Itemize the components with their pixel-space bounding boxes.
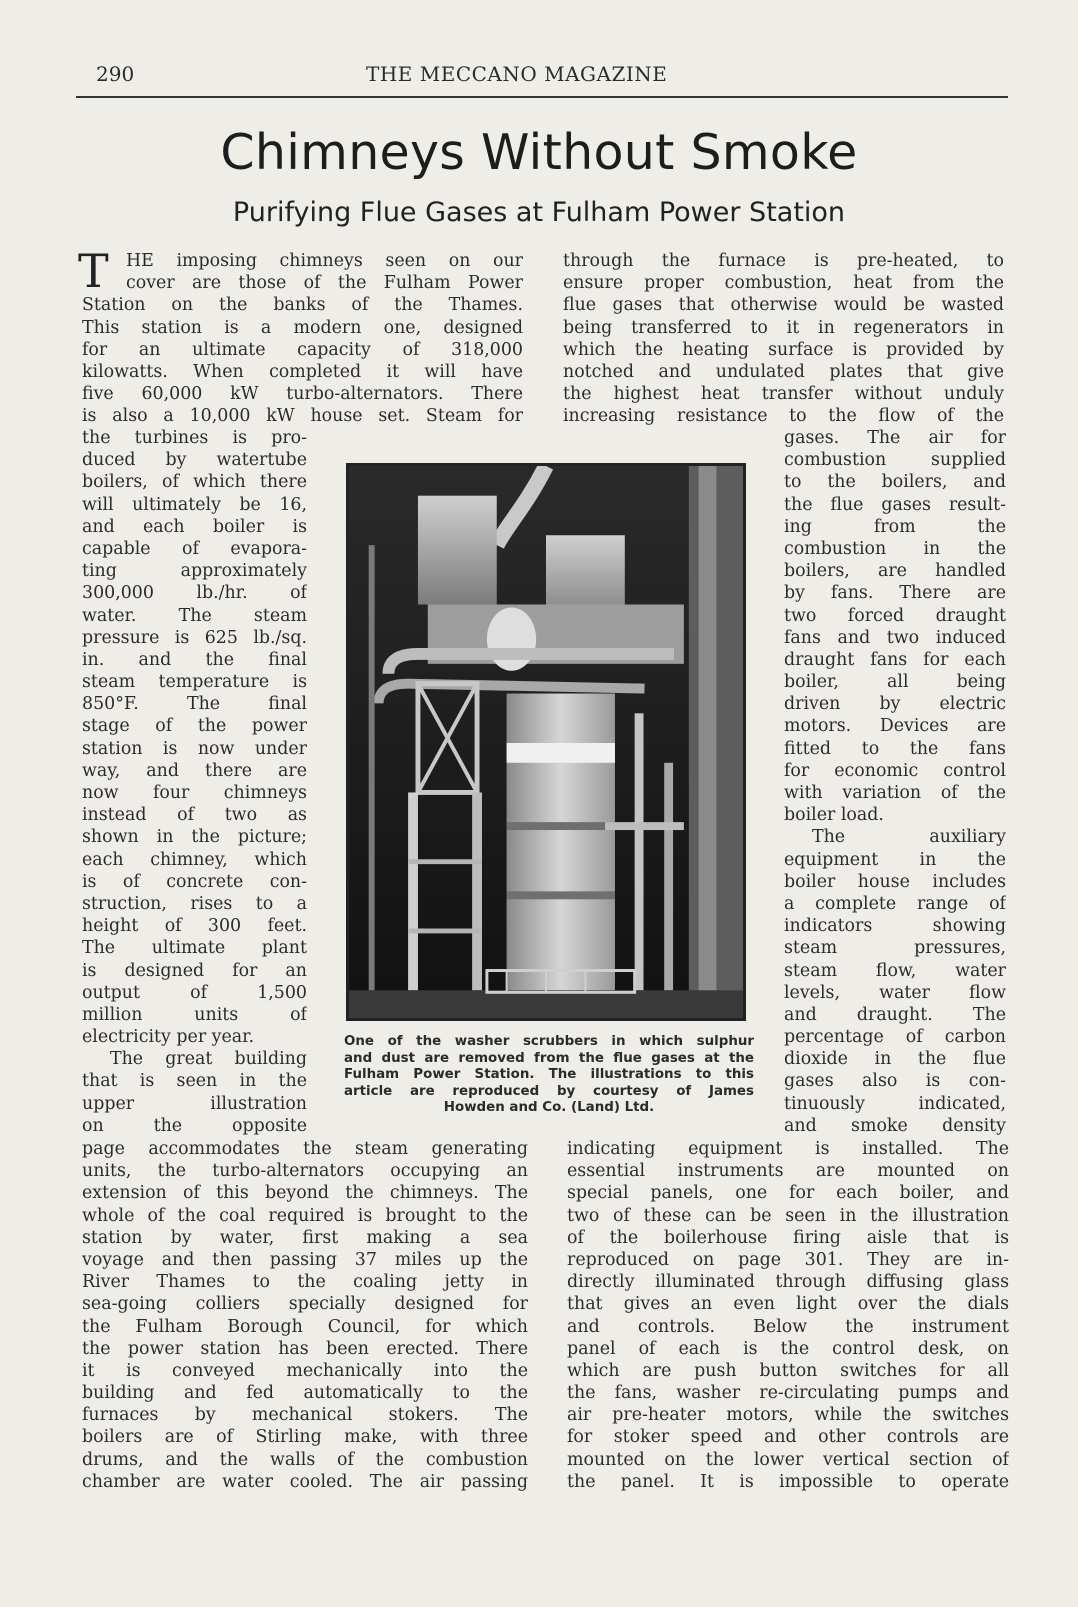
photo-caption — [344, 1034, 754, 1117]
text-line: upper illustration — [82, 1093, 307, 1114]
text-line: chamber are water cooled. The air passing — [82, 1471, 528, 1492]
text-line: million units of — [82, 1004, 307, 1025]
text-line: being transferred to it in regenerators in — [563, 317, 1004, 338]
text-line: shown in the picture; — [82, 827, 307, 848]
text-line: two of these can be seen in the illustration — [567, 1205, 1009, 1226]
text-line: extension of this beyond the chimneys. The — [82, 1183, 528, 1204]
magazine-title: THE MECCANO MAGAZINE — [366, 62, 668, 86]
text-line: driven by electric — [784, 694, 1006, 715]
page-number: 290 — [96, 62, 135, 86]
text-line: furnaces by mechanical stokers. The — [82, 1405, 528, 1426]
text-line: now four chimneys — [82, 783, 307, 803]
text-line: the Fulham Borough Council, for which — [82, 1316, 528, 1337]
text-line: boiler, all being — [784, 672, 1006, 693]
text-line: Station on the banks of the Thames. — [82, 295, 523, 316]
text-line: will ultimately be 16, — [82, 494, 307, 515]
column-left-top — [82, 250, 523, 428]
text-line: dioxide in the flue — [784, 1049, 1006, 1070]
text-line: station by water, first making a sea — [82, 1227, 528, 1248]
column-right-bottom — [567, 1138, 1009, 1493]
text-line: that gives an even light over the dials — [567, 1294, 1009, 1315]
caption-line: Howden and Co. (Land) Ltd. — [443, 1100, 655, 1116]
text-line: in. and the final — [82, 649, 307, 670]
text-line: combustion supplied — [784, 450, 1006, 471]
text-line: for an ultimate capacity of 318,000 — [82, 339, 523, 360]
article-subtitle: Purifying Flue Gases at Fulham Power Station — [232, 197, 846, 228]
text-line: steam temperature is — [82, 672, 307, 693]
text-line: special panels, one for each boiler, and — [567, 1183, 1009, 1204]
header-rule — [76, 96, 1008, 98]
text-line: sea-going colliers specially designed for — [82, 1294, 528, 1315]
text-line: and controls. Below the instrument — [567, 1316, 1009, 1337]
text-line: boilers, of which there — [82, 472, 307, 493]
text-line: for stoker speed and other controls are — [567, 1427, 1009, 1448]
text-line: combustion in the — [784, 538, 1006, 559]
text-line: each chimney, which — [82, 849, 307, 870]
text-line: station is now under — [82, 738, 307, 759]
text-line: kilowatts. When completed it will have — [82, 361, 523, 382]
text-line: 850°F. The final — [82, 694, 307, 715]
text-line: equipment in the — [784, 849, 1006, 870]
text-line: draught fans for each — [784, 649, 1006, 670]
article-title: Chimneys Without Smoke — [220, 124, 858, 181]
text-line: pressure is 625 lb./sq. — [82, 627, 307, 648]
text-line: The ultimate plant — [82, 938, 307, 959]
text-line: water. The steam — [82, 605, 307, 626]
text-line: the highest heat transfer without unduly — [563, 384, 1004, 405]
text-line: ensure proper combustion, heat from the — [563, 273, 1004, 294]
text-line: tinuously indicated, — [784, 1093, 1006, 1114]
column-left-beside-photo — [82, 427, 307, 1137]
text-line: for economic control — [784, 760, 1006, 781]
text-line: cover are those of the Fulham Power — [126, 273, 523, 294]
text-line: output of 1,500 — [82, 982, 307, 1003]
text-line: ting approximately — [82, 561, 307, 582]
text-line: building and fed automatically to the — [82, 1383, 528, 1404]
text-line: mounted on the lower vertical section of — [567, 1449, 1009, 1470]
text-line: panel of each is the control desk, on — [567, 1338, 1009, 1359]
text-line: duced by watertube — [82, 450, 307, 471]
text-line: to the boilers, and — [784, 472, 1006, 493]
text-line: boilers are of Stirling make, with three — [82, 1427, 528, 1448]
text-line: a complete range of — [784, 893, 1006, 914]
washer-scrubber-photo — [346, 463, 746, 1021]
text-line: is also a 10,000 kW house set. Steam for — [82, 406, 523, 427]
column-right-top — [563, 250, 1004, 428]
drop-cap: T — [78, 244, 109, 298]
text-line: directly illuminated through diffusing glass — [567, 1272, 1009, 1293]
text-line: gases. The air for — [784, 428, 1006, 448]
text-line: which are push button switches for all — [567, 1360, 1009, 1381]
text-line: steam pressures, — [784, 938, 1006, 959]
text-line: The great building — [110, 1049, 307, 1070]
text-line: instead of two as — [82, 805, 307, 826]
text-line: five 60,000 kW turbo-alternators. There — [82, 384, 523, 405]
column-left-bottom — [82, 1138, 528, 1493]
text-line: and draught. The — [784, 1004, 1006, 1025]
column-right-beside-photo — [784, 427, 1006, 1137]
text-line: drums, and the walls of the combustion — [82, 1449, 528, 1470]
text-line: boiler house includes — [784, 871, 1006, 892]
text-line: way, and there are — [82, 760, 307, 781]
text-line: with variation of the — [784, 783, 1006, 803]
text-line: notched and undulated plates that give — [563, 361, 1004, 382]
text-line: the panel. It is impossible to operate — [567, 1471, 1009, 1492]
text-line: essential instruments are mounted on — [567, 1161, 1009, 1182]
text-line: fitted to the fans — [784, 738, 1006, 759]
text-line: that is seen in the — [82, 1071, 307, 1092]
caption-line: One of the washer scrubbers in which sulphur — [344, 1034, 754, 1049]
text-line: it is conveyed mechanically into the — [82, 1360, 528, 1381]
text-line: the turbines is pro- — [82, 428, 307, 448]
text-line: whole of the coal required is brought to the — [82, 1205, 528, 1226]
text-line: the fans, washer re-circulating pumps and — [567, 1383, 1009, 1404]
text-line: through the furnace is pre-heated, to — [563, 251, 1004, 271]
text-line: by fans. There are — [784, 583, 1006, 604]
text-line: gases also is con- — [784, 1071, 1006, 1092]
text-line: which the heating surface is provided by — [563, 339, 1004, 360]
text-line: percentage of carbon — [784, 1027, 1006, 1048]
text-line: boiler load. — [784, 805, 884, 826]
text-line: steam flow, water — [784, 960, 1006, 981]
text-line: increasing resistance to the flow of the — [563, 406, 1004, 427]
caption-line: and dust are removed from the flue gases at the — [344, 1050, 754, 1066]
text-line: voyage and then passing 37 miles up the — [82, 1249, 528, 1270]
text-line: The auxiliary — [812, 827, 1006, 848]
text-line: air pre-heater motors, while the switches — [567, 1405, 1009, 1426]
text-line: units, the turbo-alternators occupying an — [82, 1161, 528, 1182]
text-line: ing from the — [784, 516, 1006, 537]
text-line: River Thames to the coaling jetty in — [82, 1272, 528, 1293]
text-line: boilers, are handled — [784, 561, 1006, 582]
caption-line: article are reproduced by courtesy of James — [344, 1083, 754, 1099]
text-line: stage of the power — [82, 716, 307, 737]
text-line: of the boilerhouse firing aisle that is — [567, 1227, 1009, 1248]
text-line: fans and two induced — [784, 627, 1006, 648]
text-line: motors. Devices are — [784, 716, 1006, 737]
caption-line: Fulham Power Station. The illustrations to this — [344, 1067, 754, 1083]
text-line: page accommodates the steam generating — [82, 1139, 528, 1159]
text-line: and smoke density — [784, 1115, 1006, 1136]
text-line: 300,000 lb./hr. of — [82, 583, 307, 604]
text-line: indicators showing — [784, 916, 1006, 937]
text-line: This station is a modern one, designed — [82, 317, 523, 338]
text-line: on the opposite — [82, 1115, 307, 1136]
text-line: capable of evapora- — [82, 538, 307, 559]
text-line: height of 300 feet. — [82, 916, 307, 937]
text-line: electricity per year. — [82, 1027, 255, 1048]
text-line: is designed for an — [82, 960, 307, 981]
text-line: is of concrete con- — [82, 871, 307, 892]
text-line: and each boiler is — [82, 516, 307, 537]
text-line: struction, rises to a — [82, 893, 307, 914]
text-line: HE imposing chimneys seen on our — [126, 251, 523, 271]
text-line: the power station has been erected. There — [82, 1338, 528, 1359]
text-line: indicating equipment is installed. The — [567, 1139, 1009, 1159]
text-line: the flue gases result- — [784, 494, 1006, 515]
text-line: levels, water flow — [784, 982, 1006, 1003]
text-line: flue gases that otherwise would be wasted — [563, 295, 1004, 316]
text-line: reproduced on page 301. They are in- — [567, 1249, 1009, 1270]
text-line: two forced draught — [784, 605, 1006, 626]
washer-scrubber-illustration — [349, 466, 743, 1018]
